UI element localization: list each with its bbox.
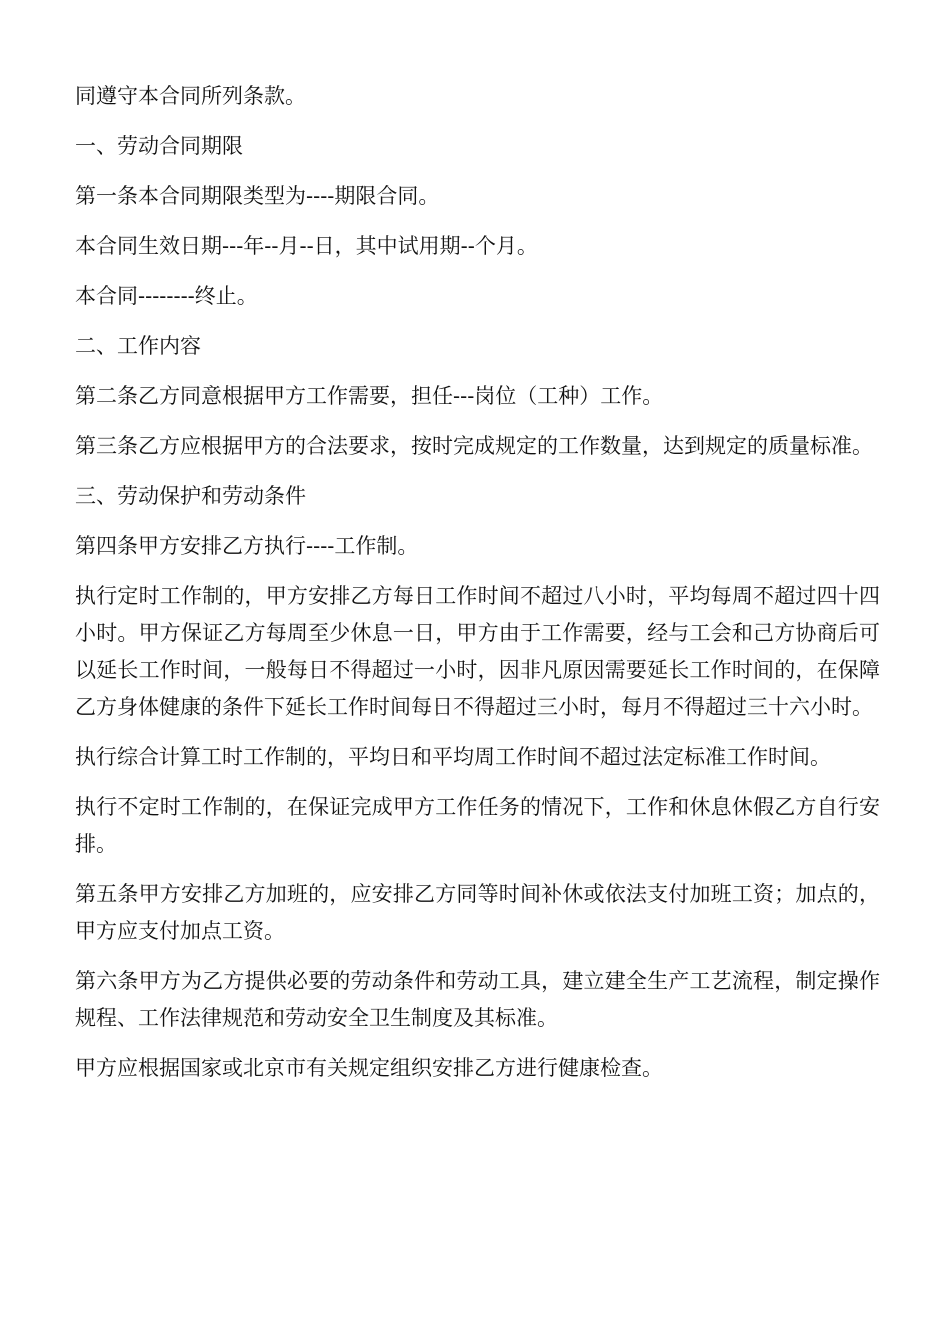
flexible-hours-clause: 执行不定时工作制的，在保证完成甲方工作任务的情况下，工作和休息休假乙方自行安排。: [75, 795, 880, 856]
article-1: 第一条本合同期限类型为----期限合同。: [75, 184, 440, 208]
section-heading-term: 一、劳动合同期限: [75, 134, 243, 158]
fixed-hours-clause: 执行定时工作制的，甲方安排乙方每日工作时间不超过八小时，平均每周不超过四十四小时。甲方保证乙方每周至少休息一日，甲方由于工作需要，经与工会和己方协商后可以延长工作时间，一般每日不得超过一小时，因非凡原因需要延长工作时间的，在保障乙方身体健康的条件下延长工作时间每日不得超过三小时，每月不得超过三十六小时。: [75, 584, 880, 719]
health-check-clause: 甲方应根据国家或北京市有关规定组织安排乙方进行健康检查。: [75, 1056, 663, 1080]
effective-date-clause: 本合同生效日期---年--月--日，其中试用期--个月。: [75, 234, 538, 258]
termination-clause: 本合同--------终止。: [75, 284, 258, 308]
section-heading-labor-protection: 三、劳动保护和劳动条件: [75, 484, 306, 508]
article-3: 第三条乙方应根据甲方的合法要求，按时完成规定的工作数量，达到规定的质量标准。: [75, 434, 873, 458]
article-2: 第二条乙方同意根据甲方工作需要，担任---岗位（工种）工作。: [75, 384, 664, 408]
paragraph-continuation: 同遵守本合同所列条款。: [75, 84, 306, 108]
comprehensive-hours-clause: 执行综合计算工时工作制的，平均日和平均周工作时间不超过法定标准工作时间。: [75, 745, 831, 769]
article-5: 第五条甲方安排乙方加班的，应安排乙方同等时间补休或依法支付加班工资；加点的，甲方应支付加点工资。: [75, 882, 880, 943]
section-heading-work-content: 二、工作内容: [75, 334, 201, 358]
document-page: [75, 78, 880, 1100]
article-4: 第四条甲方安排乙方执行----工作制。: [75, 534, 419, 558]
article-6: 第六条甲方为乙方提供必要的劳动条件和劳动工具，建立建全生产工艺流程，制定操作规程、工作法律规范和劳动安全卫生制度及其标准。: [75, 969, 880, 1030]
